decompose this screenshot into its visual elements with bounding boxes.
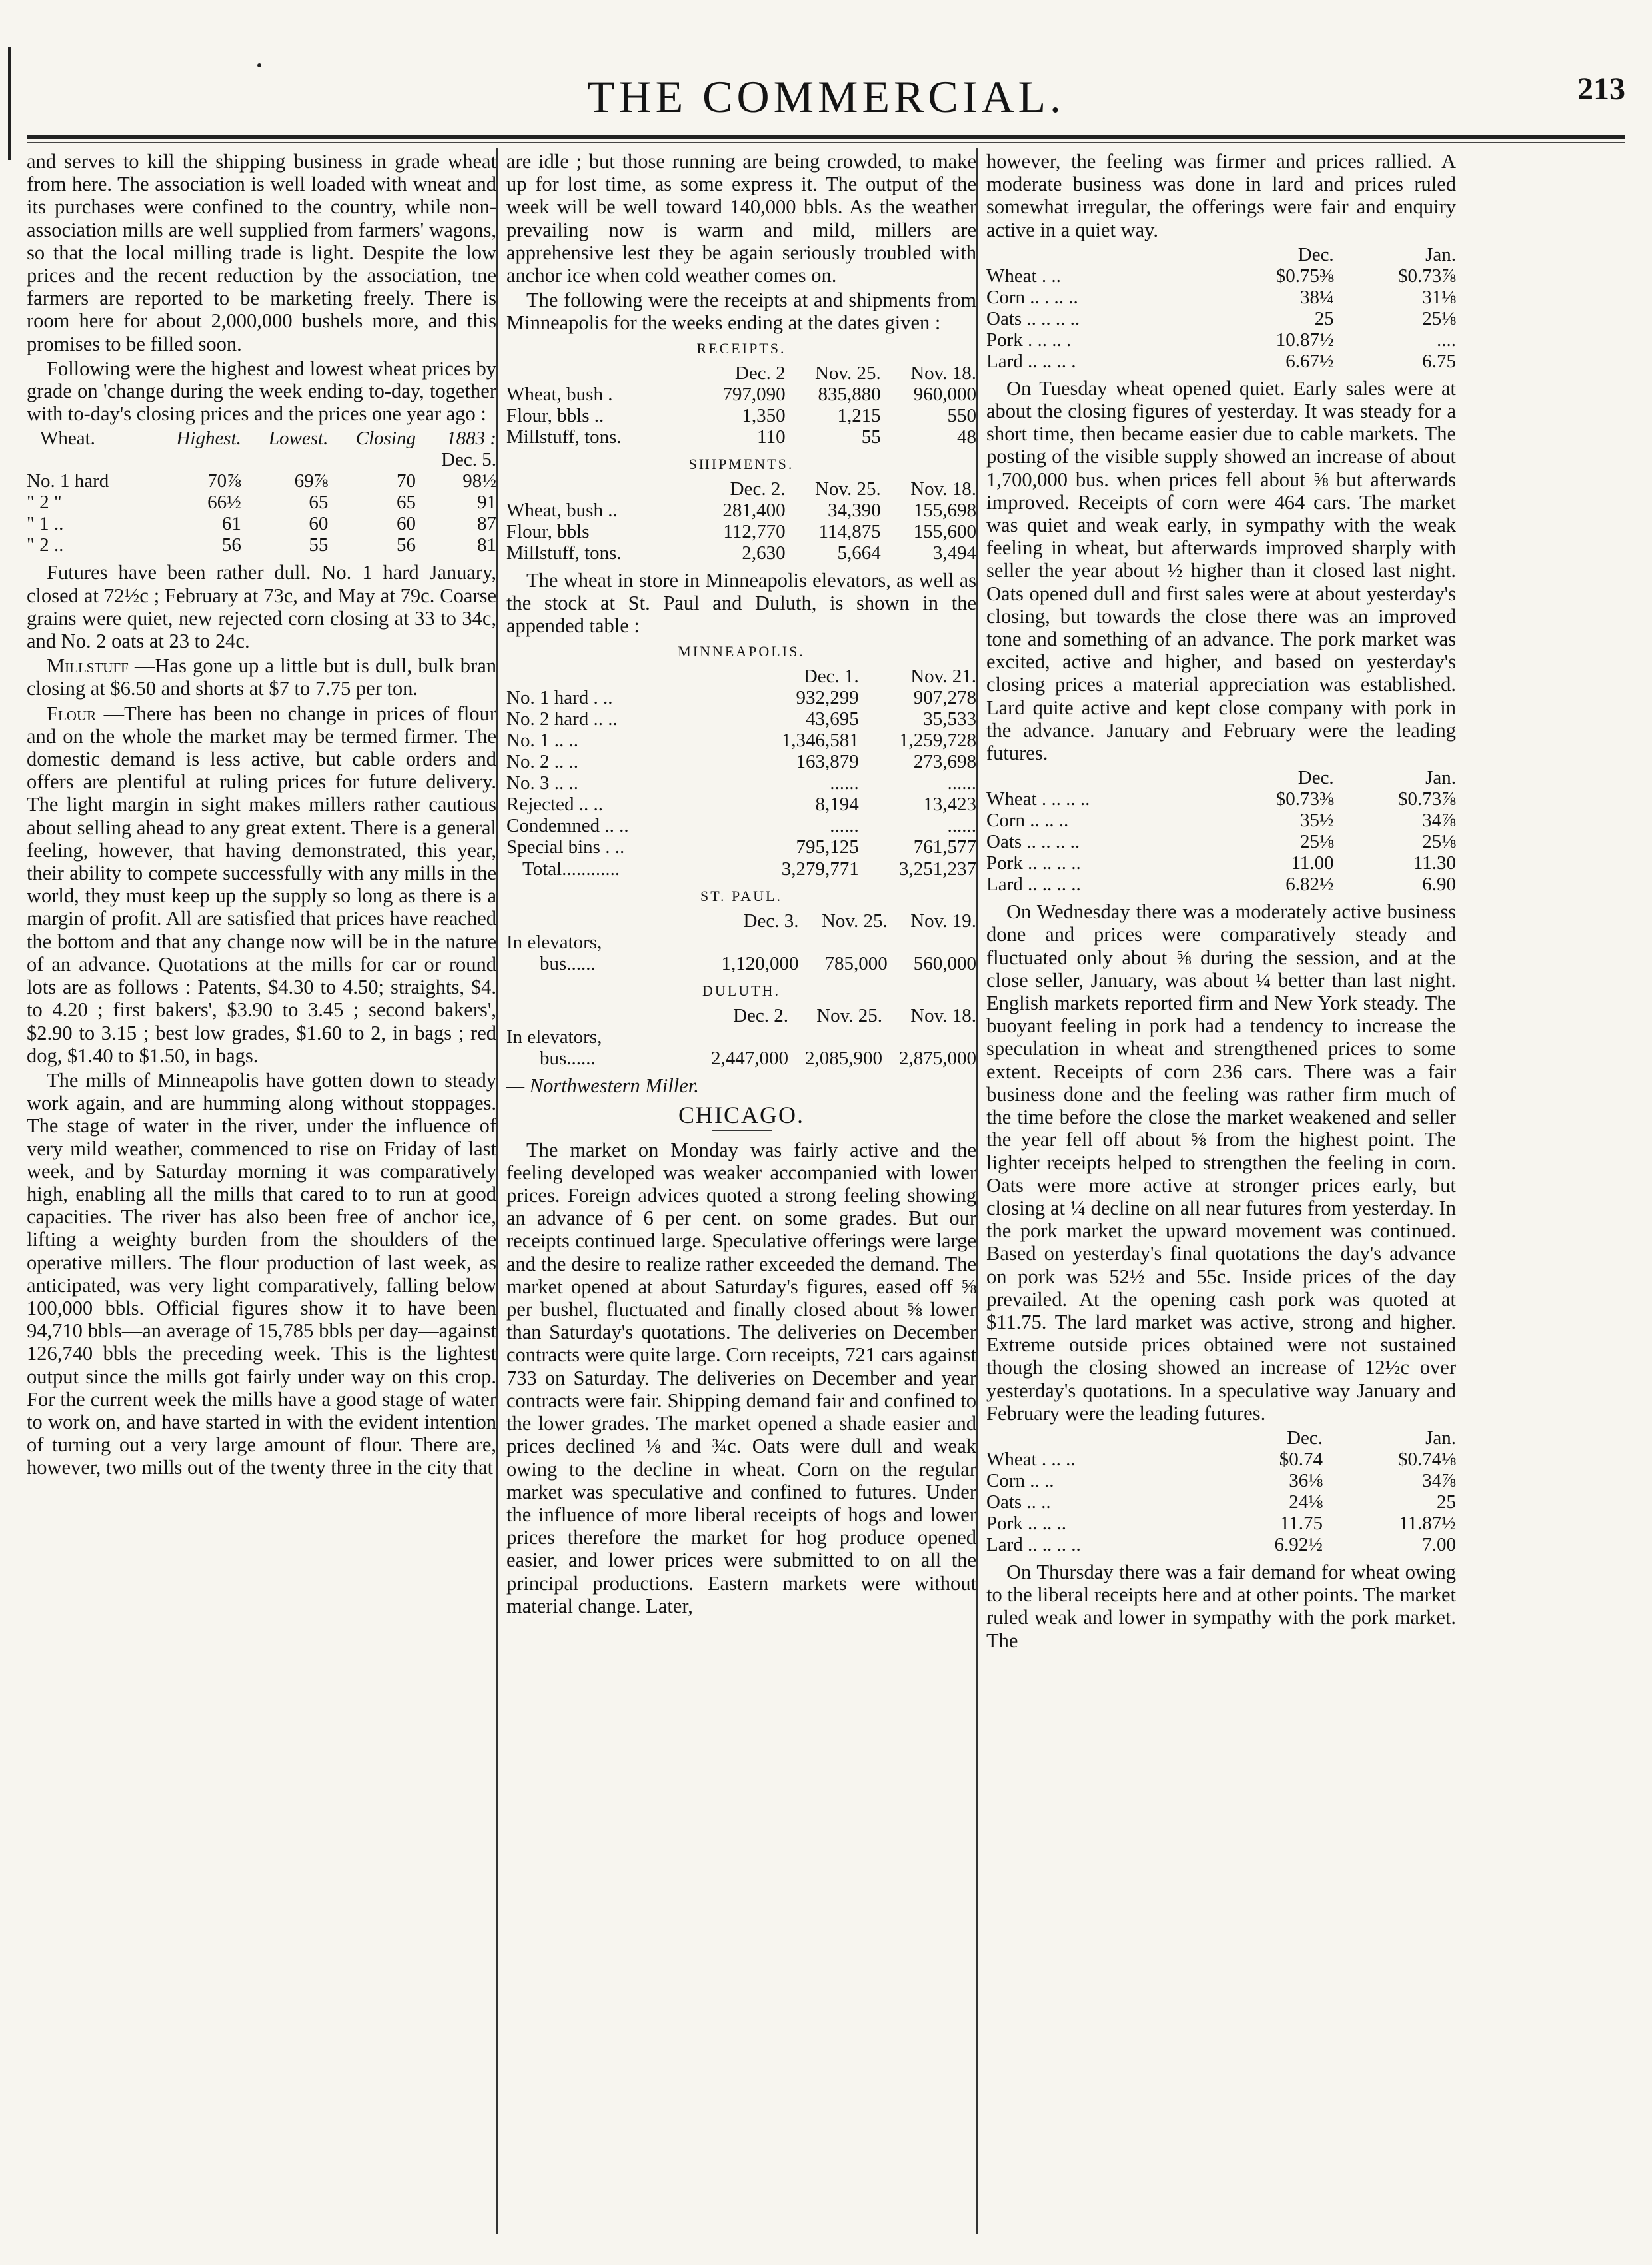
table-cell: Oats .. .. .. .. (986, 831, 1080, 853)
table-cell: Millstuff, tons. (506, 542, 622, 564)
table-header-row (506, 478, 976, 500)
table-cell: 3,279,771 (742, 858, 859, 880)
table-cell: 55 (309, 534, 329, 556)
table-cell: $0.73⅜ (1275, 788, 1334, 810)
binding-mark (8, 47, 11, 160)
table-cell: 24⅛ (1289, 1491, 1323, 1513)
paragraph: The following were the receipts at and shipments from Minneapolis for the weeks ending at the dates given : (506, 289, 976, 335)
table-header: Nov. 18. (910, 362, 976, 384)
table-row (986, 308, 1456, 329)
table-cell: 70 (397, 470, 416, 492)
table-cell: 960,000 (913, 383, 976, 405)
table-header: Dec. 1. (803, 665, 859, 687)
paragraph: and serves to kill the shipping business in grade wheat from here. The association is well loaded with wneat and its purchases were confined to the country, while non-association mills are well supplied from farmers' wagons, so that the local milling trade is light. Despite the low prices and the recent reduction by the association, tne farmers are reported to be marketing freely. There is room here for about 2,000,000 bushels more, and this promises to be filled soon. (27, 150, 496, 355)
paragraph: however, the feeling was firmer and prices rallied. A moderate business was done in lard and prices ruled somewhat irregular, the offerings were fair and enquiry active in a quiet way. (986, 150, 1456, 241)
table-cell: 6.67½ (1285, 350, 1334, 372)
table-cell: 2,447,000 (711, 1048, 788, 1070)
table-row (506, 751, 976, 772)
table-cell: 163,879 (796, 750, 859, 772)
table-cell: .... (1437, 329, 1456, 351)
table-cell: 34⅞ (1422, 1469, 1456, 1491)
column-divider (976, 148, 978, 2234)
table-row (986, 788, 1456, 810)
table-header: Wheat. (40, 428, 95, 450)
table-cell: 6.75 (1422, 350, 1456, 372)
table-cell: 70⅞ (207, 470, 241, 492)
wheat-prices-table (27, 428, 496, 556)
table-cell: Wheat, bush .. (506, 500, 618, 522)
table-cell: 112,770 (723, 521, 786, 543)
paragraph-text: —Has gone up a little but is dull, bulk bran closing at $6.50 and shorts at $7 to 7.75 per ton. (27, 654, 496, 700)
table-cell: 155,600 (913, 521, 976, 543)
table-cell: 2,630 (742, 542, 786, 564)
table-header: Lowest. (268, 428, 329, 450)
table-cell: 13,423 (923, 793, 976, 815)
table-cell: ...... (947, 772, 976, 794)
table-title: RECEIPTS. (696, 339, 786, 357)
table-cell: Lard .. .. .. .. (986, 874, 1081, 896)
table-cell: No. 2 .. .. (506, 750, 578, 772)
table-cell: 1,120,000 (721, 953, 799, 975)
paragraph: On Thursday there was a fair demand for wheat owing to the liberal receipts here and at other points. The market ruled weak and lower in sympathy with the pork market. The (986, 1560, 1456, 1652)
table-cell: ...... (830, 772, 859, 794)
table-header: Dec. (1297, 243, 1334, 265)
table-header: Nov. 25. (814, 362, 881, 384)
run-in-head: Millstuff (47, 654, 129, 678)
table-cell: Lard .. .. .. .. (986, 1533, 1081, 1555)
table-cell: $0.74⅛ (1398, 1448, 1456, 1470)
table-row (506, 772, 976, 794)
table-cell: 1,259,728 (899, 729, 976, 751)
table-cell: Oats .. .. .. .. (986, 307, 1080, 329)
column-2 (506, 150, 976, 2229)
table-header-row (506, 1005, 976, 1026)
table-row (506, 405, 976, 426)
heading-rule (712, 1130, 772, 1131)
table-cell: 3,494 (932, 542, 976, 564)
table-cell: 60 (397, 513, 416, 535)
table-cell: 87 (477, 513, 496, 535)
table-cell: 110 (757, 426, 786, 448)
table-cell: 797,090 (722, 383, 786, 405)
table-row (506, 426, 976, 448)
table-cell: Corn .. .. (986, 1469, 1054, 1491)
table-cell: 7.00 (1422, 1533, 1456, 1555)
receipts-table (506, 363, 976, 448)
paragraph: The wheat in store in Minneapolis elevators, as well as the stock at St. Paul and Duluth, is shown in the appended table : (506, 569, 976, 638)
wednesday-prices-table (986, 1427, 1456, 1555)
table-cell: Special bins . .. (506, 836, 625, 858)
table-cell: 34⅞ (1422, 810, 1456, 832)
table-cell: $0.73⅞ (1398, 265, 1456, 287)
table-header: Nov. 25. (821, 910, 888, 932)
table-title: DULUTH. (702, 982, 780, 1000)
table-cell: No. 1 hard (27, 470, 109, 492)
table-cell: In elevators, (506, 1026, 602, 1048)
table-row (506, 1026, 976, 1048)
table-cell: 65 (397, 492, 416, 514)
table-cell: Flour, bbls .. (506, 404, 604, 426)
column-3 (986, 150, 1456, 2229)
table-cell: 43,695 (806, 708, 859, 730)
table-header: Dec. (1287, 1427, 1323, 1449)
table-header: Nov. 18. (910, 1005, 976, 1027)
paragraph: The mills of Minneapolis have gotten down to steady work again, and are humming along without stoppages. The stage of water in the river, under the influence of very mild weather, commenced to rise on Friday of last week, and by Saturday morning it was comparatively high, enabling all the mills that cared to to run at good capacities. The river has also been free of anchor ice, lifting a weighty burden from the shoulders of the operative millers. The flour production of last week, as anticipated, was very light comparatively, falling below 100,000 bbls. Official figures show it to have been 94,710 bbls—an average of 15,785 bbls per day—against 126,740 bbls the preceding week. This is the lightest output since the mills got fairly under way on this crop. For the current week the mills have a good stage of water to work on, and have started in with the evident intention of turning out a very large amount of flour. There are, however, two mills out of the twenty three in the city that (27, 1068, 496, 1479)
table-cell: 761,577 (913, 836, 976, 858)
table-title: MINNEAPOLIS. (678, 642, 805, 660)
table-cell: 25⅛ (1299, 831, 1334, 853)
table-header: Jan. (1425, 243, 1456, 265)
table-cell: 35½ (1299, 810, 1334, 832)
table-cell: 48 (957, 426, 976, 448)
table-cell: 66½ (207, 492, 241, 514)
table-row (506, 708, 976, 730)
table-cell: $0.74 (1279, 1448, 1323, 1470)
tuesday-prices-table (986, 767, 1456, 895)
table-cell: Wheat . .. (986, 265, 1061, 287)
table-header-row (506, 666, 976, 687)
table-cell: 2,085,900 (805, 1048, 882, 1070)
table-cell: Pork .. .. .. .. (986, 852, 1081, 874)
table-header: Nov. 21. (910, 665, 976, 687)
table-header: Highest. (176, 428, 241, 450)
table-cell: 31⅛ (1422, 286, 1456, 308)
page-edge-binding (0, 0, 15, 2265)
paragraph (27, 654, 496, 700)
table-header: Jan. (1425, 1427, 1456, 1449)
page-number: 213 (1577, 71, 1625, 107)
paragraph: Following were the highest and lowest wheat prices by grade on 'change during the week ending to-day, together with to-day's closing prices and the prices one year ago : (27, 357, 496, 426)
table-cell: 155,698 (913, 500, 976, 522)
table-header-row (506, 910, 976, 932)
table-cell: " 2 " (27, 492, 62, 514)
table-cell: 98½ (462, 470, 496, 492)
table-cell: 1,215 (837, 404, 881, 426)
table-cell: 60 (309, 513, 329, 535)
table-cell: 11.87½ (1399, 1512, 1456, 1534)
table-cell: 5,664 (837, 542, 881, 564)
table-cell: 785,000 (824, 953, 888, 975)
table-cell: 2,875,000 (899, 1048, 976, 1070)
table-header: Nov. 18. (910, 478, 976, 500)
table-header: Dec. 2 (734, 362, 786, 384)
table-cell: Corn .. . .. .. (986, 286, 1078, 308)
table-cell: Wheat . .. .. .. (986, 788, 1090, 810)
table-cell: bus...... (540, 1048, 596, 1070)
masthead (27, 59, 1625, 132)
table-row (986, 874, 1456, 895)
table-cell: 56 (221, 534, 241, 556)
table-row (986, 810, 1456, 831)
table-cell: Wheat . .. .. (986, 1448, 1076, 1470)
table-header: Dec. 5. (441, 449, 496, 471)
table-row (27, 513, 496, 534)
table-row (506, 521, 976, 542)
paragraph: Futures have been rather dull. No. 1 hard January, closed at 72½c ; February at 73c, and May at 79c. Coarse grains were quiet, new rejected corn closing at 33 to 34c, and No. 2 oats at 23 to 24c. (27, 561, 496, 653)
table-row (506, 1048, 976, 1069)
table-cell: 114,875 (818, 521, 881, 543)
table-cell: 273,698 (913, 750, 976, 772)
table-row (506, 384, 976, 405)
table-cell: 6.90 (1422, 874, 1456, 896)
table-header: Jan. (1425, 767, 1456, 789)
table-cell: 61 (221, 513, 241, 535)
table-cell: Corn .. .. .. (986, 810, 1069, 832)
table-row (986, 1534, 1456, 1555)
table-cell: 25 (1437, 1491, 1456, 1513)
table-cell: 35,533 (923, 708, 976, 730)
header-rule-thin (27, 142, 1625, 143)
table-row (27, 492, 496, 513)
paragraph: On Wednesday there was a moderately active business done and prices were comparatively steady and fluctuated only about ⅝ during the session, and at the close seller, January, was about ¼ better than last night. English markets reported firm and New York steady. The buoyant feeling in pork had a tendency to increase the speculation in wheat and strengthened prices to some extent. Receipts of corn 236 cars. There was a fair business done and the feeling was rather firm much of the time before the close the market weakened and seller the year fell off about ⅝ from the highest point. The lighter receipts helped to strengthen the feeling in corn. Oats were more active at stronger prices early, but closing at ¼ decline on all near futures from yesterday. In the pork market the upward movement was continued. Based on yesterday's final quotations the day's advance on pork was 52½ and 55c. Inside prices of the day prevailed. At the opening cash pork was quoted at $11.75. The lard market was active, strong and higher. Extreme outside prices obtained were not sustained though the closing showed an increase of 12½c over yesterday's quotations. In a speculative way January and February were the leading futures. (986, 900, 1456, 1425)
table-cell: 835,880 (818, 383, 881, 405)
table-cell: ...... (947, 814, 976, 836)
table-cell: No. 3 .. .. (506, 772, 578, 794)
table-cell: 8,194 (815, 793, 859, 815)
table-cell: " 1 .. (27, 513, 64, 535)
table-cell: 907,278 (913, 686, 976, 708)
table-cell: Flour, bbls (506, 521, 590, 543)
table-row (986, 1470, 1456, 1491)
table-row (986, 852, 1456, 874)
table-cell: Condemned .. .. (506, 814, 629, 836)
table-row (506, 794, 976, 815)
table-cell: No. 1 .. .. (506, 729, 578, 751)
table-cell: Wheat, bush . (506, 383, 613, 405)
table-header: Dec. 3. (743, 910, 799, 932)
paragraph: On Tuesday wheat opened quiet. Early sales were at about the closing figures of yesterday. It was steady for a short time, then became easier due to cable markets. The posting of the visible supply showed an increase of about 1,700,000 bus. when prices fell about ⅝ but afterwards improved. Receipts of corn were 464 cars. The market was quiet and weak early, in sympathy with the weak feeling in wheat, but afterwards improved sharply with seller the year about ½ higher than it closed last night. Oats opened dull and first sales were at about yesterday's closing, but towards the close there was an improved tone and something of an advance. The pork market was excited, active and higher, and based on yesterday's closing prices a material appreciation was established. Lard quite active and kept close company with pork in the advance. January and February were the leading futures. (986, 377, 1456, 765)
table-title: SHIPMENTS. (688, 455, 794, 472)
table-cell: 81 (477, 534, 496, 556)
table-cell: In elevators, (506, 932, 602, 954)
table-row (986, 287, 1456, 308)
table-cell: 11.30 (1413, 852, 1456, 874)
table-cell: No. 1 hard . .. (506, 686, 613, 708)
shipments-table (506, 478, 976, 564)
table-cell: 25⅛ (1422, 831, 1456, 853)
table-row (506, 500, 976, 521)
table-cell: Rejected .. .. (506, 793, 603, 815)
table-cell: 281,400 (722, 500, 786, 522)
column-1 (27, 150, 496, 2229)
table-header-row (986, 244, 1456, 265)
table-cell: $0.73⅞ (1398, 788, 1456, 810)
table-cell: 10.87½ (1275, 329, 1334, 351)
table-cell: 38¼ (1299, 286, 1334, 308)
source-credit: — Northwestern Miller. (506, 1074, 699, 1098)
table-header: Nov. 25. (814, 478, 881, 500)
table-cell: " 2 .. (27, 534, 64, 556)
table-row (506, 932, 976, 953)
table-header-row (27, 449, 496, 470)
table-cell: 11.75 (1279, 1512, 1323, 1534)
table-header: Nov. 25. (816, 1005, 882, 1027)
monday-prices-table (986, 244, 1456, 372)
table-row (506, 815, 976, 836)
table-header: Dec. 2. (730, 478, 786, 500)
table-cell: 550 (947, 404, 976, 426)
paragraph-text: —There has been no change in prices of flour and on the whole the market may be termed firmer. The domestic demand is less active, but cable orders and offers are plentiful at ruling prices for future delivery. The light margin in sight makes millers rather cautious about selling ahead to any great extent. There is a general feeling, however, that having demonstrated, this year, their ability to compete successfully with any mills in the world, they must keep up the supply so long as there is a margin of profit. All are satisfied that prices have reached the bottom and that any change now will be in the nature of an advance. Quotations at the mills for car or round lots are as follows : Patents, $4.30 to 4.50; straights, $4. to 4.20 ; first bakers', $3.90 to 3.45 ; second bakers', $2.90 to 3.15 ; best low grades, $1.60 to 2, in bags ; red dog, $1.40 to $1.50, in bags. (27, 702, 496, 1067)
table-cell: 11.00 (1291, 852, 1334, 874)
table-row (986, 1449, 1456, 1470)
table-header: Dec. (1297, 767, 1334, 789)
table-header: Closing (355, 428, 416, 450)
table-cell: 65 (309, 492, 329, 514)
table-cell: Pork .. .. .. (986, 1512, 1067, 1534)
table-row (986, 831, 1456, 852)
table-cell: 69⅞ (294, 470, 329, 492)
header-rule (27, 135, 1625, 139)
table-cell: 6.82½ (1285, 874, 1334, 896)
table-row (986, 329, 1456, 351)
table-header: Nov. 19. (910, 910, 976, 932)
table-cell: Lard .. .. .. . (986, 350, 1076, 372)
table-cell: 795,125 (796, 836, 859, 858)
table-header-row (986, 767, 1456, 788)
table-cell: 1,346,581 (781, 729, 859, 751)
table-row (986, 265, 1456, 287)
table-cell: 55 (861, 426, 881, 448)
table-cell: 91 (477, 492, 496, 514)
table-cell: 932,299 (796, 686, 859, 708)
table-cell: Total............ (506, 858, 742, 880)
table-header-row (986, 1427, 1456, 1449)
table-row (506, 542, 976, 564)
table-row (506, 836, 976, 858)
table-cell: 6.92½ (1274, 1533, 1323, 1555)
table-row (986, 351, 1456, 372)
table-cell: Oats .. .. (986, 1491, 1051, 1513)
paragraph: are idle ; but those running are being crowded, to make up for lost time, as some express it. The output of the week will be well toward 140,000 bbls. As the weather prevailing now is warm and mild, millers are apprehensive lest they be again seriously troubled with anchor ice when cold weather comes on. (506, 150, 976, 287)
table-cell: bus...... (540, 953, 596, 975)
duluth-table (506, 1005, 976, 1069)
section-heading: CHICAGO. (678, 1102, 804, 1129)
table-row (506, 953, 976, 974)
table-cell: 3,251,237 (859, 858, 976, 880)
minneapolis-elevators-table (506, 666, 976, 880)
table-row (506, 687, 976, 708)
table-cell: 34,390 (828, 500, 881, 522)
table-header: Dec. 2. (733, 1005, 788, 1027)
table-cell: Pork . .. .. . (986, 329, 1072, 351)
table-cell: 560,000 (913, 953, 976, 975)
table-cell: 1,350 (742, 404, 786, 426)
table-header-row (506, 363, 976, 384)
table-total-row (506, 858, 976, 880)
table-cell: $0.75⅜ (1275, 265, 1334, 287)
table-cell: ...... (830, 814, 859, 836)
table-cell: 25 (1314, 307, 1334, 329)
table-row (27, 470, 496, 492)
table-row (506, 730, 976, 751)
table-title: ST. PAUL. (700, 887, 782, 904)
paragraph: The market on Monday was fairly active and the feeling developed was weaker accompanied with lower prices. Foreign advices quoted a strong feeling showing an advance of 6 per cent. on some grades. But our receipts continued large. Speculative offerings were large and the desire to realize rather exceeded the demand. The market opened at about Saturday's figures, eased off ⅝ per bushel, fluctuated and finally closed about ⅝ lower than Saturday's quotations. The deliveries on December contracts were quite large. Corn receipts, 721 cars against 733 on Saturday. The deliveries on December and year contracts were fair. Shipping demand fair and confined to the lower grades. The market opened a shade easier and prices declined ⅛ and ¾c. Oats were dull and weak owing to the decline in wheat. Corn on the regular market was speculative and confined to futures. Under the influence of more liberal receipts of hogs and lower prices therefore the market for hog produce opened easier, and lower prices were submitted to on all the principal productions. Eastern markets were without material change. Later, (506, 1138, 976, 1617)
st-paul-table (506, 910, 976, 974)
table-row (27, 534, 496, 556)
page-title: THE COMMERCIAL. (586, 71, 1066, 122)
column-divider (496, 148, 498, 2234)
table-header: 1883 : (446, 428, 496, 450)
table-cell: 25⅛ (1422, 307, 1456, 329)
run-in-head: Flour (47, 702, 97, 725)
table-cell: 56 (397, 534, 416, 556)
table-row (986, 1491, 1456, 1513)
paragraph (27, 702, 496, 1067)
table-row (986, 1513, 1456, 1534)
table-header-row (27, 428, 496, 449)
table-cell: Millstuff, tons. (506, 426, 622, 448)
table-cell: No. 2 hard .. .. (506, 708, 618, 730)
table-cell: 36⅛ (1289, 1469, 1323, 1491)
